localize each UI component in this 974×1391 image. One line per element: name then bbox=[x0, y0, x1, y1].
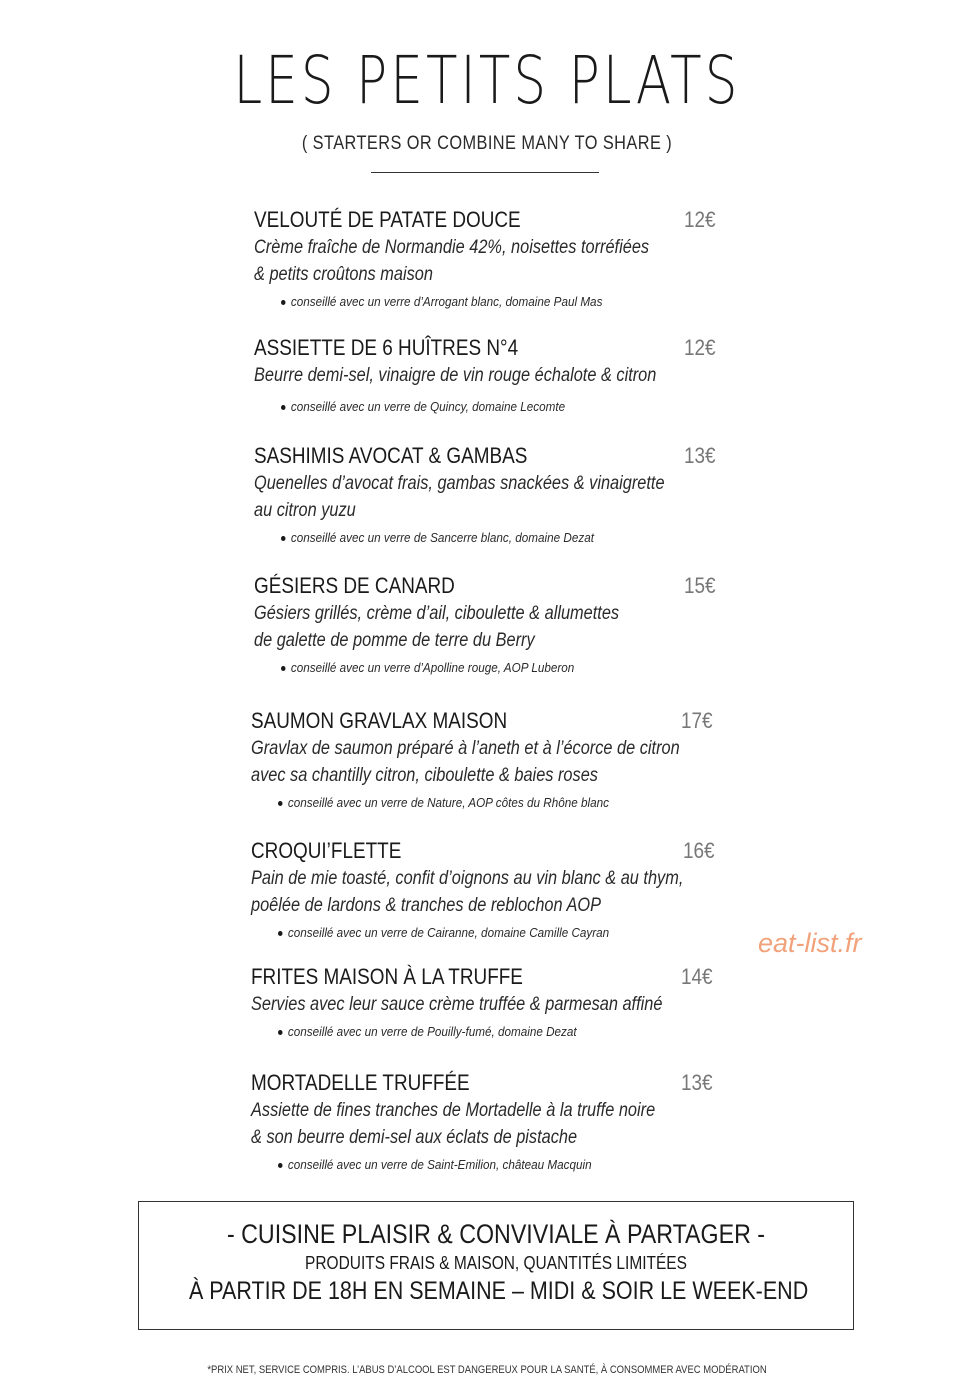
item-description-line: poêlée de lardons & tranches de reblochon AOP bbox=[251, 895, 602, 916]
watermark: eat-list.fr bbox=[758, 928, 862, 958]
item-name: MORTADELLE TRUFFÉE bbox=[251, 1070, 470, 1095]
wine-pairing-text: conseillé avec un verre d’Apolline rouge, AOP Luberon bbox=[290, 660, 575, 675]
info-box-hours: À PARTIR DE 18H EN SEMAINE – MIDI & SOIR LE WEEK-END bbox=[188, 1277, 809, 1305]
item-price: 13€ bbox=[681, 1070, 713, 1095]
item-description-line: avec sa chantilly citron, ciboulette & baies roses bbox=[251, 765, 598, 786]
item-name: VELOUTÉ DE PATATE DOUCE bbox=[254, 207, 521, 232]
item-price: 13€ bbox=[684, 443, 716, 468]
wine-pairing-text: conseillé avec un verre de Cairanne, domaine Camille Cayran bbox=[287, 925, 610, 940]
menu-item-sashimis bbox=[254, 442, 724, 545]
item-price: 15€ bbox=[684, 573, 716, 598]
item-price: 12€ bbox=[684, 335, 716, 360]
item-price: 12€ bbox=[684, 207, 716, 232]
page-title: LES PETITS PLATS bbox=[233, 42, 741, 119]
menu-item-veloute bbox=[254, 206, 724, 309]
wine-pairing-text: conseillé avec un verre de Quincy, domaine Lecomte bbox=[290, 399, 566, 414]
menu-item-mortadelle bbox=[251, 1069, 721, 1172]
menu-item-huitres bbox=[254, 334, 724, 414]
menu-item-croquiflette bbox=[251, 837, 721, 940]
item-price: 14€ bbox=[681, 964, 713, 989]
wine-pairing-text: conseillé avec un verre de Saint-Emilion, château Macquin bbox=[287, 1157, 592, 1172]
item-name: SASHIMIS AVOCAT & GAMBAS bbox=[254, 443, 528, 468]
item-name: ASSIETTE DE 6 HUÎTRES N°4 bbox=[254, 335, 519, 360]
item-description-line: Quenelles d’avocat frais, gambas snackées & vinaigrette bbox=[254, 473, 665, 494]
info-box-subline: PRODUITS FRAIS & MAISON, QUANTITÉS LIMITÉES bbox=[305, 1253, 687, 1273]
item-description-line: Crème fraîche de Normandie 42%, noisettes torréfiées bbox=[254, 237, 650, 258]
item-price: 17€ bbox=[681, 708, 713, 733]
wine-pairing-text: conseillé avec un verre de Sancerre blanc, domaine Dezat bbox=[290, 530, 594, 545]
wine-pairing bbox=[254, 660, 677, 675]
item-description-line: Beurre demi-sel, vinaigre de vin rouge échalote & citron bbox=[254, 365, 657, 386]
page-subtitle: ( STARTERS OR COMBINE MANY TO SHARE ) bbox=[301, 133, 673, 154]
wine-pairing-text: conseillé avec un verre de Pouilly-fumé, domaine Dezat bbox=[287, 1024, 577, 1039]
item-name: FRITES MAISON À LA TRUFFE bbox=[251, 964, 523, 989]
item-name: CROQUI’FLETTE bbox=[251, 838, 402, 863]
item-description-line: Assiette de fines tranches de Mortadelle à la truffe noire bbox=[251, 1100, 656, 1121]
wine-pairing bbox=[251, 925, 674, 940]
wine-pairing bbox=[254, 294, 677, 309]
info-box-headline: - CUISINE PLAISIR & CONVIVIALE À PARTAGER - bbox=[226, 1219, 766, 1249]
item-description-line: Pain de mie toasté, confit d’oignons au vin blanc & au thym, bbox=[251, 868, 684, 889]
wine-pairing-text: conseillé avec un verre de Nature, AOP côtes du Rhône blanc bbox=[287, 795, 609, 810]
item-description-line: Gésiers grillés, crème d’ail, ciboulette & allumettes bbox=[254, 603, 620, 624]
wine-pairing bbox=[251, 795, 674, 810]
wine-pairing bbox=[254, 399, 677, 414]
wine-pairing bbox=[251, 1157, 674, 1172]
footnote: *PRIX NET, SERVICE COMPRIS. L’ABUS D’ALCOOL EST DANGEREUX POUR LA SANTÉ, À CONSOMMER AVEC MODÉRATION bbox=[207, 1364, 767, 1376]
menu-item-frites bbox=[251, 963, 721, 1039]
menu-item-saumon bbox=[251, 707, 721, 810]
title-divider bbox=[371, 172, 599, 173]
item-name: SAUMON GRAVLAX MAISON bbox=[251, 708, 508, 733]
item-name: GÉSIERS DE CANARD bbox=[254, 573, 455, 598]
menu-item-gesiers bbox=[254, 572, 724, 675]
item-description-line: Gravlax de saumon préparé à l’aneth et à l’écorce de citron bbox=[251, 738, 680, 759]
wine-pairing-text: conseillé avec un verre d’Arrogant blanc, domaine Paul Mas bbox=[290, 294, 603, 309]
item-price: 16€ bbox=[683, 838, 715, 863]
wine-pairing bbox=[251, 1024, 674, 1039]
wine-pairing bbox=[254, 530, 677, 545]
item-description-line: de galette de pomme de terre du Berry bbox=[254, 630, 535, 651]
item-description-line: Servies avec leur sauce crème truffée & parmesan affiné bbox=[251, 994, 663, 1015]
item-description-line: & son beurre demi-sel aux éclats de pistache bbox=[251, 1127, 578, 1148]
info-box bbox=[138, 1201, 854, 1330]
item-description-line: au citron yuzu bbox=[254, 500, 356, 521]
item-description-line: & petits croûtons maison bbox=[254, 264, 433, 285]
